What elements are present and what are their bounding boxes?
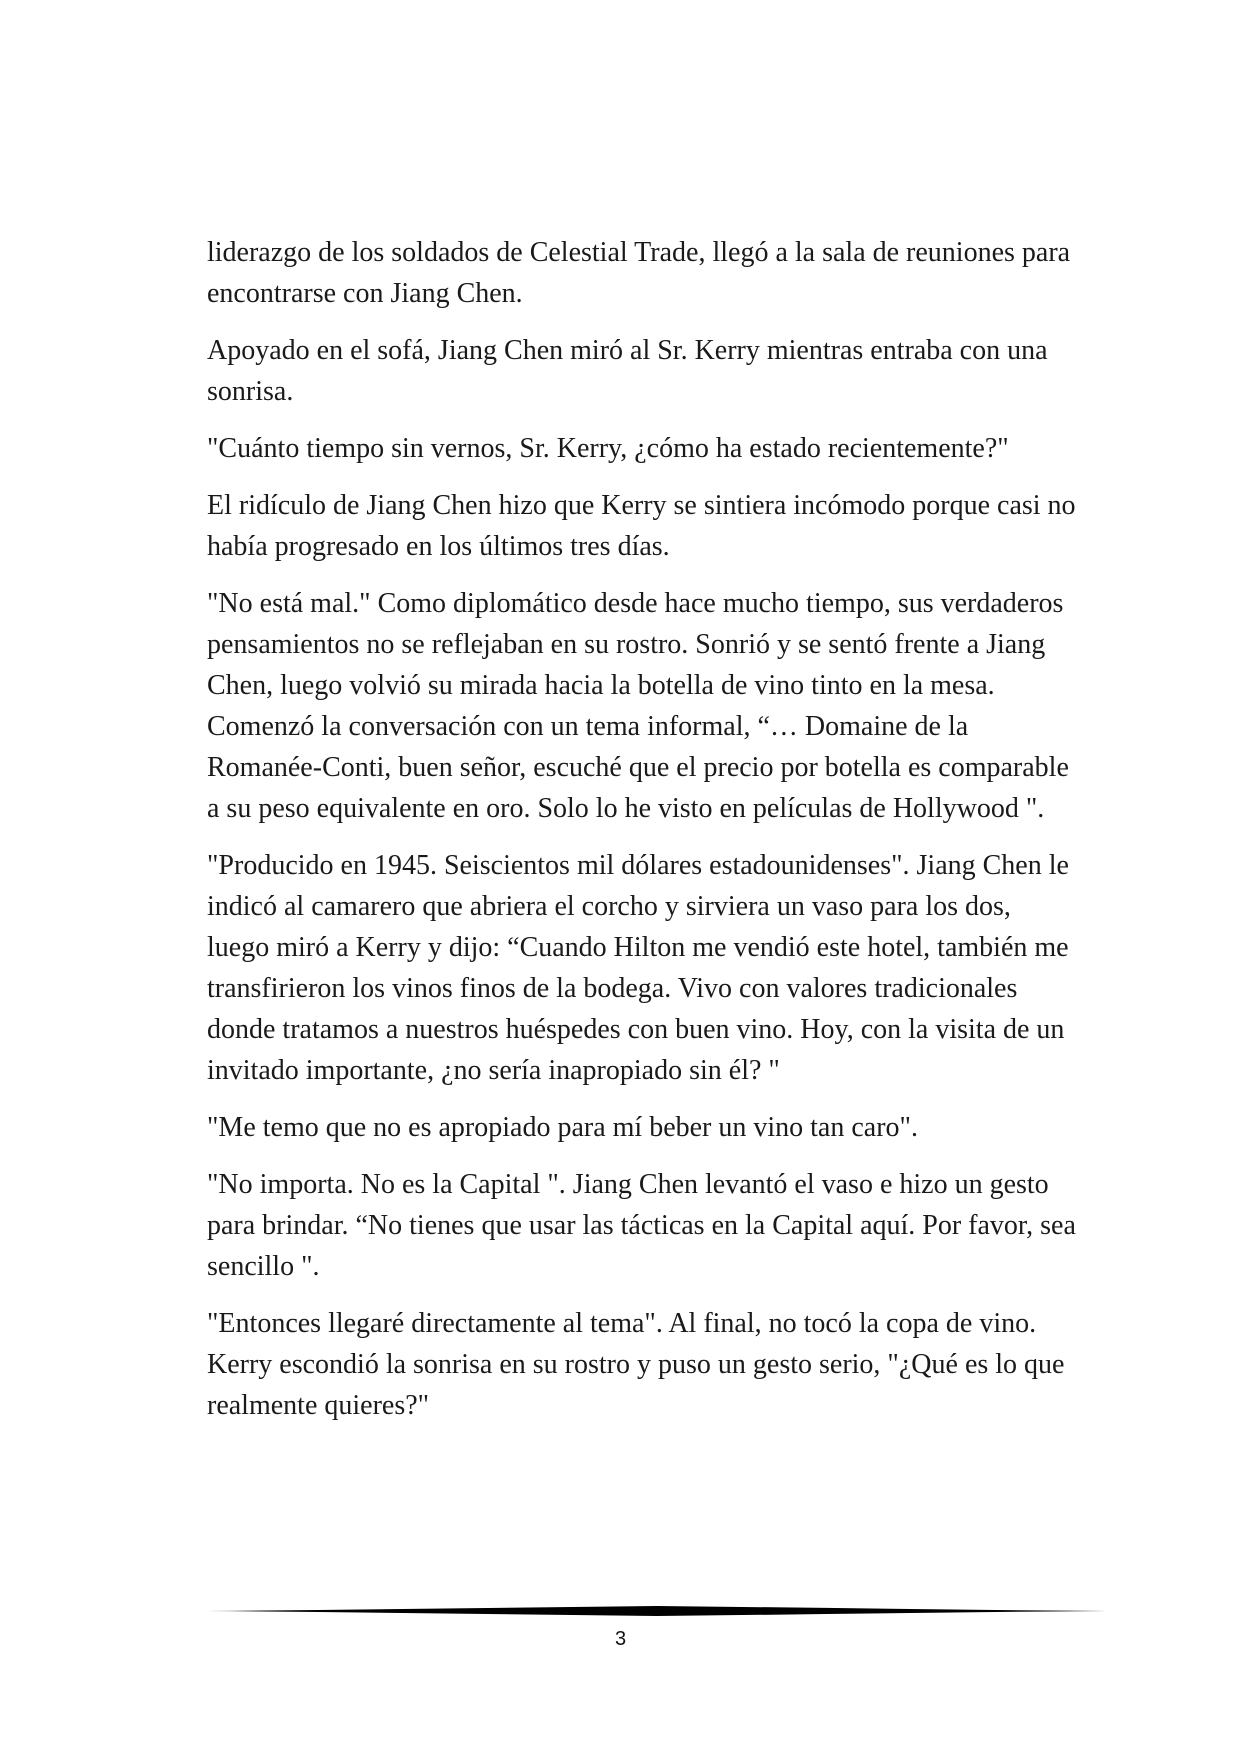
paragraph-5: "No está mal." Como diplomático desde hace mucho tiempo, sus verdaderos pensamientos no se reflejaban en su rostro. Sonrió y se sentó frente a Jiang Chen, luego volvió su mirada hacia la botella de vino tinto en la mesa. Comenzó la conversación con un tema informal, “… Domaine de la Romanée-Conti, buen señor, escuché que el precio por botella es comparable a su peso equivalente en oro. Solo lo he visto en películas de Hollywood ". [207,588,1069,824]
body-text [207,232,1077,1442]
page-number: 3 [614,1628,627,1650]
paragraph-6: "Producido en 1945. Seiscientos mil dólares estadounidenses". Jiang Chen le indicó al camarero que abriera el corcho y sirviera un vaso para los dos, luego miró a Kerry y dijo: “Cuando Hilton me vendió este hotel, también me transfirieron los vinos finos de la bodega. Vivo con valores tradicionales donde tratamos a nuestros huéspedes con buen vino. Hoy, con la visita de un invitado importante, ¿no sería inapropiado sin él? " [207,850,1069,1086]
paragraph-2: Apoyado en el sofá, Jiang Chen miró al Sr. Kerry mientras entraba con una sonrisa. [207,335,1048,407]
paragraph-7: "Me temo que no es apropiado para mí beber un vino tan caro". [207,1112,918,1143]
paragraph-4: El ridículo de Jiang Chen hizo que Kerry se sintiera incómodo porque casi no había progresado en los últimos tres días. [207,490,1076,562]
paragraph-9: "Entonces llegaré directamente al tema". Al final, no tocó la copa de vino. Kerry escondió la sonrisa en su rostro y puso un gesto serio, "¿Qué es lo que realmente quieres?" [207,1308,1065,1421]
paragraph-8: "No importa. No es la Capital ". Jiang Chen levantó el vaso e hizo un gesto para brindar. “No tienes que usar las tácticas en la Capital aquí. Por favor, sea sencillo ". [207,1169,1076,1282]
paragraph-1: liderazgo de los soldados de Celestial Trade, llegó a la sala de reuniones para encontrarse con Jiang Chen. [207,237,1071,309]
footer-divider [207,1604,1107,1618]
paragraph-3: "Cuánto tiempo sin vernos, Sr. Kerry, ¿cómo ha estado recientemente?" [207,433,1009,464]
